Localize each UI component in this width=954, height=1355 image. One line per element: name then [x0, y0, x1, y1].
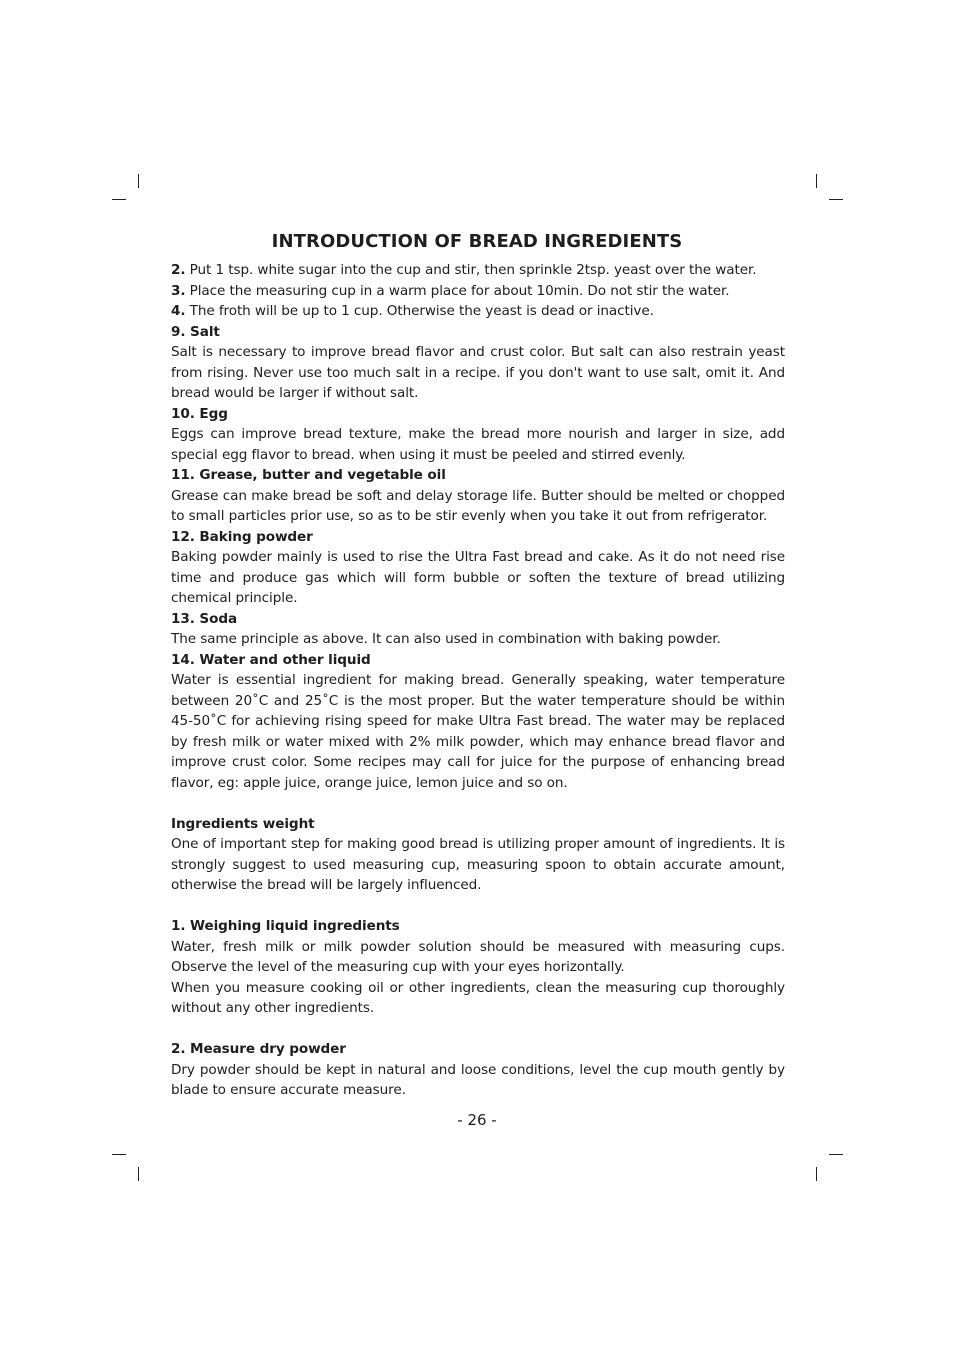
spacer — [171, 793, 785, 814]
crop-mark-bottom-right-vertical — [816, 1167, 817, 1181]
section-body-grease: Grease can make bread be soft and delay storage life. Butter should be melted or chopped to small particles prior use, so as to be stir evenly when you take it out from refrigerator. — [171, 487, 785, 524]
section-body-salt: Salt is necessary to improve bread flavor and crust color. But salt can also restrain yeast from rising. Never use too much salt in a recipe. if you don't want to use salt, omit it. And bread would be larger if without salt. — [171, 344, 785, 401]
spacer — [171, 896, 785, 917]
crop-mark-top-right-vertical — [816, 174, 817, 188]
crop-mark-bottom-right-horizontal — [829, 1154, 843, 1155]
crop-mark-top-left-vertical — [138, 174, 139, 188]
section-heading-salt: 9. Salt — [171, 323, 220, 340]
section-body-soda: The same principle as above. It can also used in combination with baking powder. — [171, 631, 721, 647]
section-heading-grease: 11. Grease, butter and vegetable oil — [171, 467, 446, 483]
section-heading-egg: 10. Egg — [171, 405, 228, 422]
spacer — [171, 1019, 785, 1040]
section-body-egg: Eggs can improve bread texture, make the bread more nourish and larger in size, add special egg flavor to bread. when using it must be peeled and stirred evenly. — [171, 426, 785, 463]
crop-mark-top-right-horizontal — [829, 199, 843, 200]
section-body-baking-powder: Baking powder mainly is used to rise the Ultra Fast bread and cake. As it do not need rise time and produce gas which will form bubble or soften the texture of bread utilizing chemical principle. — [171, 549, 785, 606]
section-body-water: Water is essential ingredient for making bread. Generally speaking, water temperature between 20˚C and 25˚C is the most proper. But the water temperature should be within 45-50˚C for achieving rising speed for make Ultra Fast bread. The water may be replaced by fresh milk or water mixed with 2% milk powder, which may enhance bread flavor and improve crust color. Some recipes may call for juice for the purpose of enhancing bread flavor, eg: apple juice, orange juice, lemon juice and so on. — [171, 672, 785, 791]
section-heading-water: 14. Water and other liquid — [171, 651, 371, 668]
main-content — [171, 260, 785, 1101]
page-title: INTRODUCTION OF BREAD INGREDIENTS — [271, 231, 683, 252]
step-4: 4. The froth will be up to 1 cup. Otherwise the yeast is dead or inactive. — [171, 303, 654, 319]
step-2: 2. Put 1 tsp. white sugar into the cup and stir, then sprinkle 2tsp. yeast over the water. — [171, 262, 757, 278]
section-heading-dry-powder: 2. Measure dry powder — [171, 1041, 346, 1057]
section-heading-soda: 13. Soda — [171, 610, 238, 627]
crop-mark-bottom-left-horizontal — [112, 1154, 126, 1155]
page-number: - 26 - — [457, 1111, 497, 1129]
section-heading-ingredients-weight: Ingredients weight — [171, 815, 315, 832]
section-heading-weighing-liquid: 1. Weighing liquid ingredients — [171, 918, 400, 934]
section-heading-baking-powder: 12. Baking powder — [171, 528, 313, 545]
step-3: 3. Place the measuring cup in a warm place for about 10min. Do not stir the water. — [171, 282, 730, 299]
crop-mark-top-left-horizontal — [112, 199, 126, 200]
section-body-weighing-liquid-1: Water, fresh milk or milk powder solution should be measured with measuring cups. Observe the level of the measuring cup with your eyes horizontally. — [171, 938, 785, 975]
section-body-weighing-liquid-2: When you measure cooking oil or other ingredients, clean the measuring cup thoroughly without any other ingredients. — [171, 979, 785, 1016]
section-body-dry-powder: Dry powder should be kept in natural and loose conditions, level the cup mouth gently by blade to ensure accurate measure. — [171, 1061, 785, 1098]
section-body-ingredients-weight: One of important step for making good bread is utilizing proper amount of ingredients. It is strongly suggest to used measuring cup, measuring spoon to obtain accurate amount, otherwise the bread will be largely influenced. — [171, 836, 785, 893]
crop-mark-bottom-left-vertical — [138, 1167, 139, 1181]
